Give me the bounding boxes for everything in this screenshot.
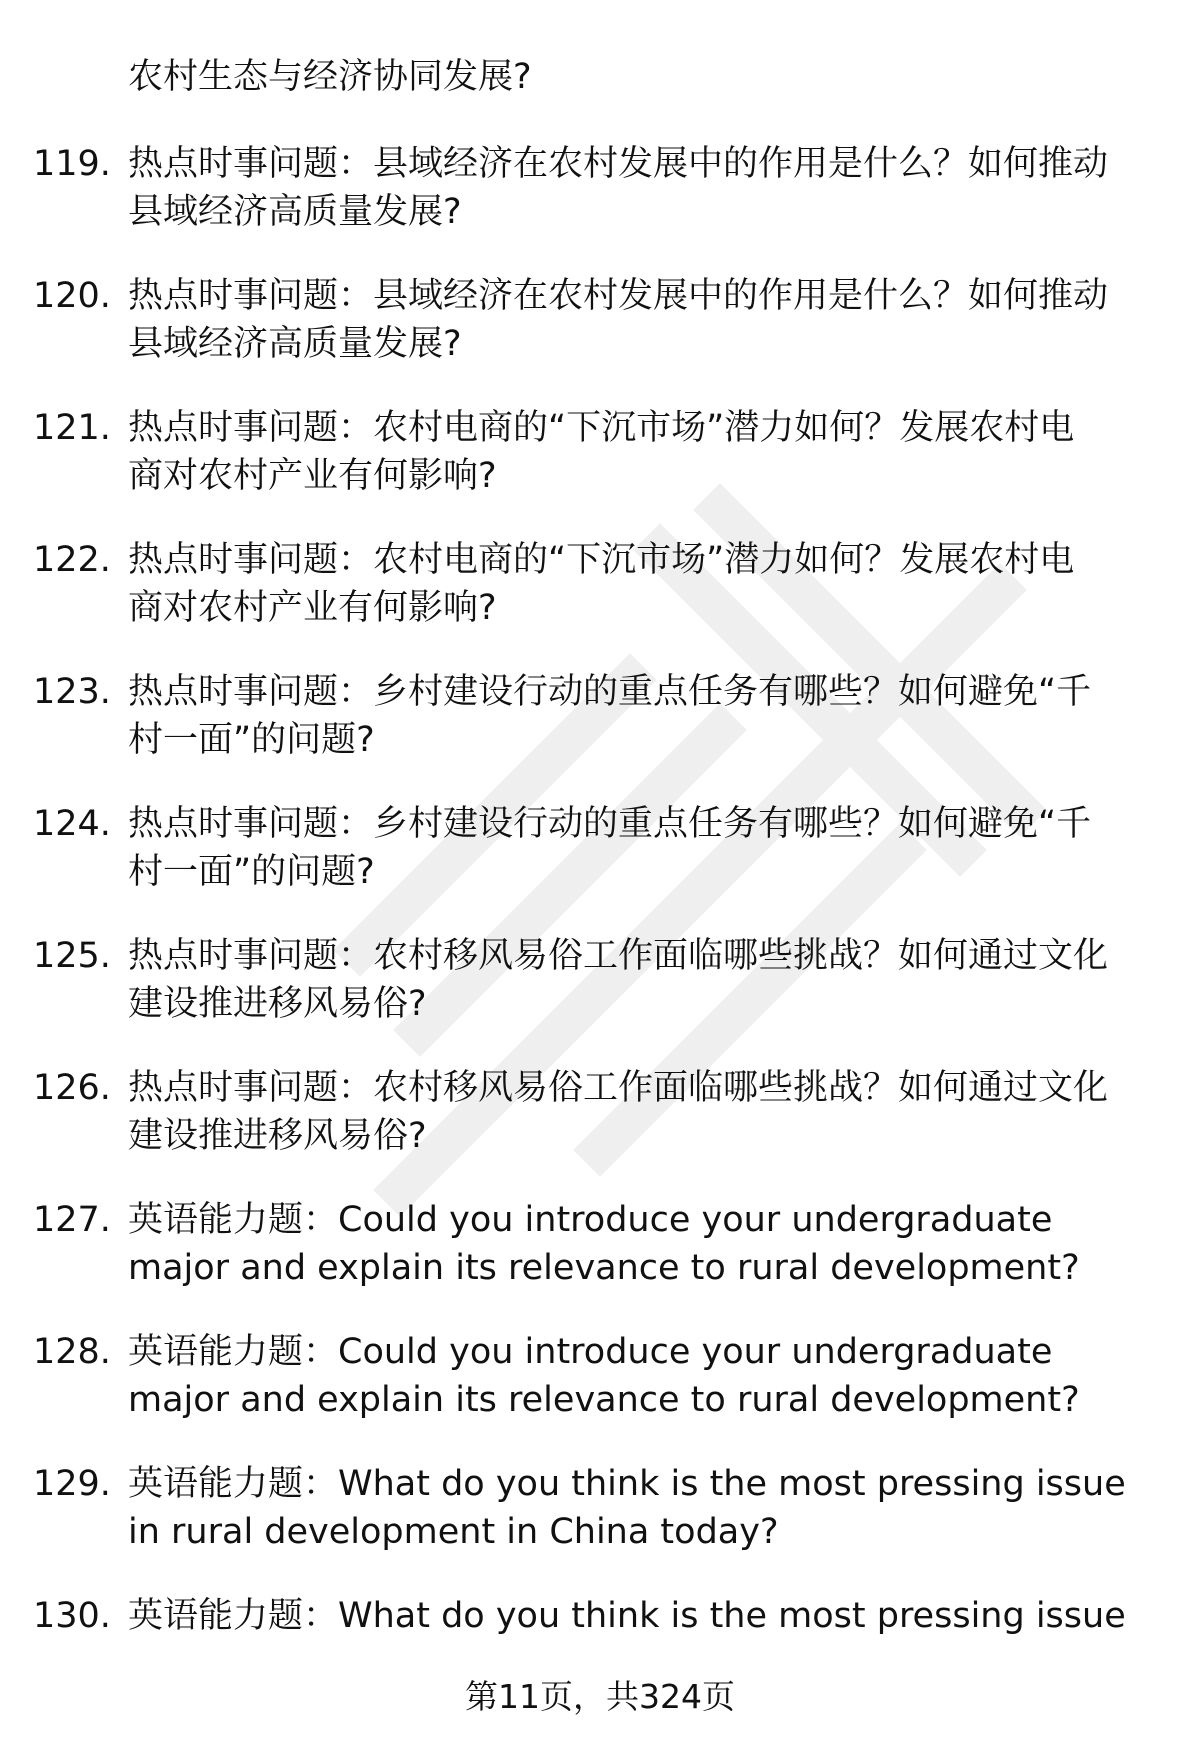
item-line: 热点时事问题：县域经济在农村发展中的作用是什么？如何推动: [128, 276, 1109, 316]
item-line: 英语能力题：What do you think is the most pressing issue: [128, 1596, 1126, 1636]
item-text: [128, 1460, 1138, 1556]
item-line: 村一面”的问题?: [128, 852, 375, 892]
item-line: 英语能力题：Could you introduce your undergraduate: [128, 1332, 1053, 1372]
item-line: in rural development in China today?: [128, 1512, 779, 1552]
item-number: 119.: [33, 144, 111, 184]
item-line: 县域经济高质量发展?: [128, 324, 462, 364]
item-line: 建设推进移风易俗?: [128, 984, 427, 1024]
item-line: 热点时事问题：农村电商的“下沉市场”潜力如何？发展农村电: [128, 408, 1075, 448]
item-line: 建设推进移风易俗?: [128, 1116, 427, 1156]
item-number: 121.: [33, 408, 111, 448]
item-line: 商对农村产业有何影响?: [128, 588, 497, 628]
item-line: 热点时事问题：乡村建设行动的重点任务有哪些？如何避免“千: [128, 804, 1092, 844]
item-number: 129.: [33, 1464, 111, 1504]
item-line: 县域经济高质量发展?: [128, 192, 462, 232]
item-line: 英语能力题：Could you introduce your undergraduate: [128, 1200, 1053, 1240]
item-number: 126.: [33, 1068, 111, 1108]
item-number: 127.: [33, 1200, 111, 1240]
page-footer: 第11页，共324页: [465, 1677, 735, 1716]
item-line: 热点时事问题：县域经济在农村发展中的作用是什么？如何推动: [128, 144, 1109, 184]
item-text: [128, 404, 1138, 500]
item-number: 120.: [33, 276, 111, 316]
item-text: [128, 53, 1138, 101]
item-number: 124.: [33, 804, 111, 844]
item-line: 热点时事问题：农村移风易俗工作面临哪些挑战？如何通过文化: [128, 936, 1109, 976]
item-text: [128, 536, 1138, 632]
item-line: 热点时事问题：农村移风易俗工作面临哪些挑战？如何通过文化: [128, 1068, 1109, 1108]
item-text: [128, 668, 1138, 764]
item-line: 英语能力题：What do you think is the most pressing issue: [128, 1464, 1126, 1504]
item-text: [128, 1196, 1138, 1292]
item-line: 热点时事问题：农村电商的“下沉市场”潜力如何？发展农村电: [128, 540, 1075, 580]
item-text: [128, 1592, 1138, 1640]
item-number: 123.: [33, 672, 111, 712]
item-number: 128.: [33, 1332, 111, 1372]
item-text: [128, 272, 1138, 368]
item-line: 商对农村产业有何影响?: [128, 456, 497, 496]
item-text: [128, 932, 1138, 1028]
item-number: 125.: [33, 936, 111, 976]
item-line: major and explain its relevance to rural development?: [128, 1248, 1080, 1288]
item-line: major and explain its relevance to rural development?: [128, 1380, 1080, 1420]
item-text: [128, 140, 1138, 236]
item-line: 村一面”的问题?: [128, 720, 375, 760]
item-line: 热点时事问题：乡村建设行动的重点任务有哪些？如何避免“千: [128, 672, 1092, 712]
item-text: [128, 800, 1138, 896]
item-text: [128, 1064, 1138, 1160]
item-line: 农村生态与经济协同发展?: [128, 57, 532, 97]
item-text: [128, 1328, 1138, 1424]
item-number: 122.: [33, 540, 111, 580]
item-number: 130.: [33, 1596, 111, 1636]
